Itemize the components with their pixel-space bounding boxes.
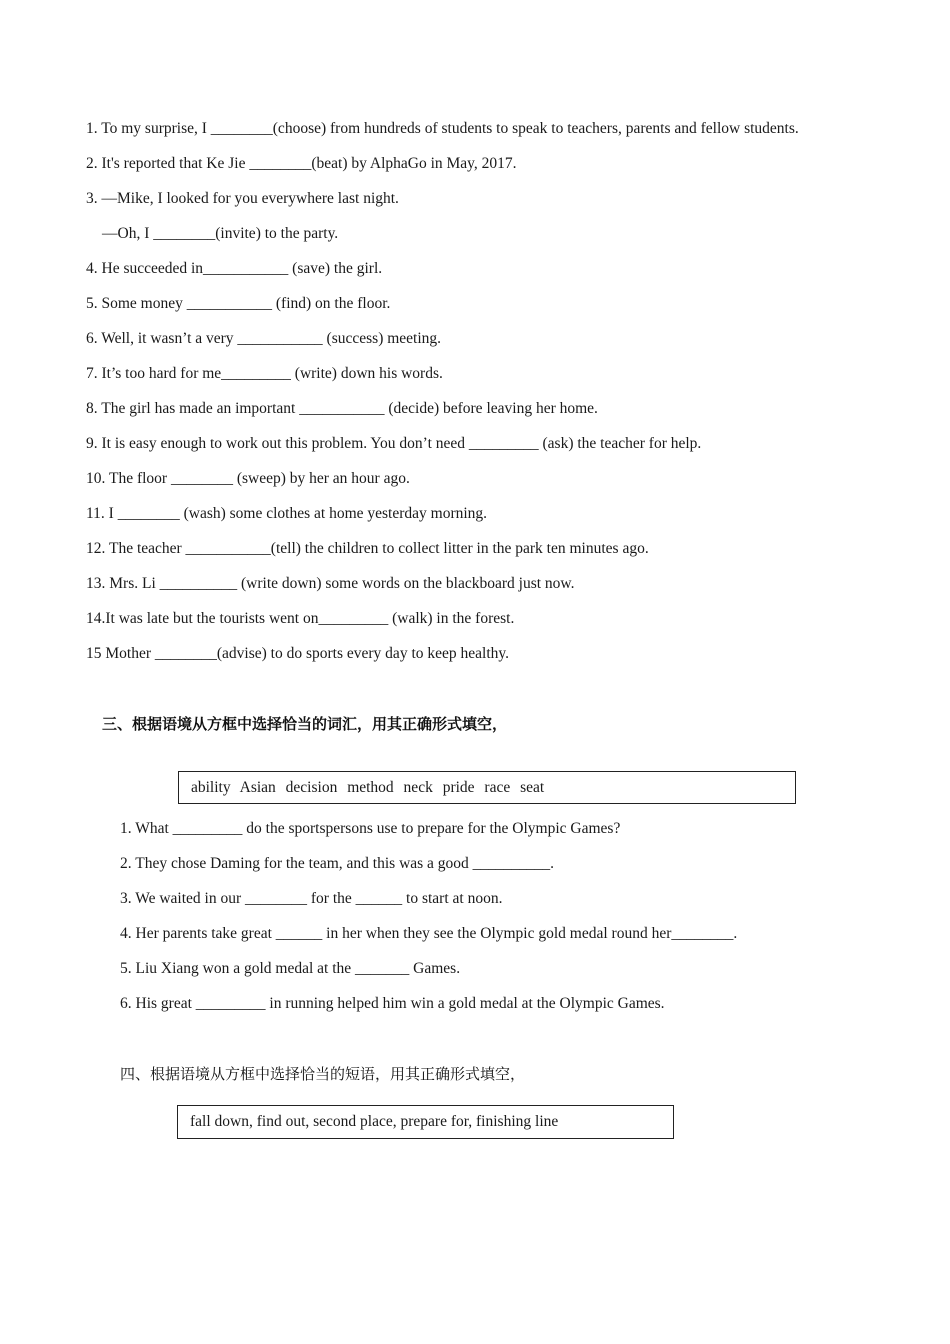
list-item: 10. The floor ________ (sweep) by her an hour ago. bbox=[86, 470, 410, 487]
list-item: 6. His great _________ in running helped him win a gold medal at the Olympic Games. bbox=[120, 995, 665, 1012]
word-bank-box: ability Asian decision method neck pride race seat bbox=[178, 771, 796, 804]
list-item: 14.It was late but the tourists went on_________ (walk) in the forest. bbox=[86, 610, 515, 627]
list-item: 11. I ________ (wash) some clothes at home yesterday morning. bbox=[86, 505, 488, 522]
list-item: 2. They chose Daming for the team, and this was a good __________. bbox=[120, 855, 555, 872]
list-item: 5. Liu Xiang won a gold medal at the _______ Games. bbox=[120, 960, 461, 977]
phrase-bank-box: fall down, find out, second place, prepare for, finishing line bbox=[177, 1105, 674, 1139]
list-item: 13. Mrs. Li __________ (write down) some words on the blackboard just now. bbox=[86, 575, 575, 592]
list-item: 3. We waited in our ________ for the ______ to start at noon. bbox=[120, 890, 503, 907]
list-item: 1. What _________ do the sportspersons use to prepare for the Olympic Games? bbox=[120, 820, 621, 837]
list-item: 12. The teacher ___________(tell) the children to collect litter in the park ten minutes ago. bbox=[86, 540, 649, 557]
list-item: 8. The girl has made an important ___________ (decide) before leaving her home. bbox=[86, 400, 598, 417]
list-item: 3. —Mike, I looked for you everywhere last night. bbox=[86, 190, 399, 207]
list-item: 15 Mother ________(advise) to do sports every day to keep healthy. bbox=[86, 645, 509, 662]
list-item: 1. To my surprise, I ________(choose) from hundreds of students to speak to teachers, parents and fellow students. bbox=[86, 120, 799, 137]
list-item: 2. It's reported that Ke Jie ________(beat) by AlphaGo in May, 2017. bbox=[86, 155, 517, 172]
list-item: 4. Her parents take great ______ in her when they see the Olympic gold medal round her________. bbox=[120, 925, 738, 942]
list-item: 7. It’s too hard for me_________ (write) down his words. bbox=[86, 365, 443, 382]
section-3-heading: 三、根据语境从方框中选择恰当的词汇，用其正确形式填空， bbox=[102, 715, 508, 733]
list-item: 6. Well, it wasn’t a very ___________ (success) meeting. bbox=[86, 330, 442, 347]
list-item: 5. Some money ___________ (find) on the floor. bbox=[86, 295, 391, 312]
list-item: —Oh, I ________(invite) to the party. bbox=[102, 225, 339, 242]
list-item: 4. He succeeded in___________ (save) the girl. bbox=[86, 260, 383, 277]
list-item: 9. It is easy enough to work out this problem. You don’t need _________ (ask) the teacher for help. bbox=[86, 435, 702, 452]
section-4-heading: 四、根据语境从方框中选择恰当的短语，用其正确形式填空， bbox=[120, 1065, 526, 1083]
